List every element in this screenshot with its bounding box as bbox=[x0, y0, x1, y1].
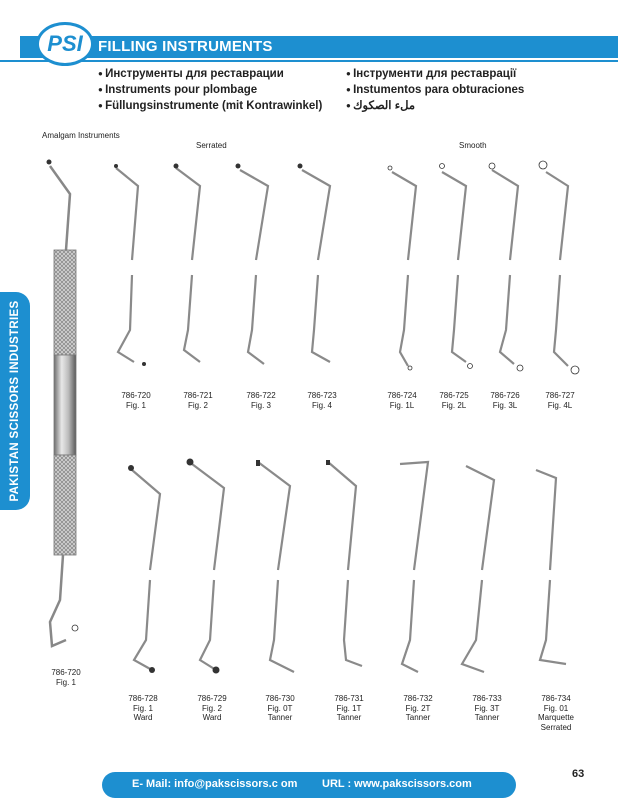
figure-label: Fig. 3T bbox=[474, 703, 500, 713]
instrument-type: Tanner bbox=[267, 713, 293, 722]
product-code: 786-727 bbox=[545, 391, 575, 400]
instrument-label bbox=[182, 694, 242, 723]
instrument-label bbox=[388, 694, 448, 723]
amalgam-instrument bbox=[47, 160, 79, 647]
product-code: 786-729 bbox=[197, 694, 227, 703]
instrument-type: Tanner bbox=[474, 713, 500, 722]
bottom-row-instruments bbox=[132, 462, 566, 672]
instrument-label bbox=[231, 391, 291, 410]
product-code: 786-725 bbox=[439, 391, 469, 400]
figure-label: Fig. 2 bbox=[201, 703, 222, 713]
figure-label: Fig. 1 bbox=[125, 400, 146, 410]
figure-label: Fig. 4 bbox=[311, 400, 332, 410]
instrument-label bbox=[319, 694, 379, 723]
product-code: 786-720 bbox=[51, 668, 81, 677]
instrument-label bbox=[36, 668, 96, 687]
instrument-label bbox=[106, 391, 166, 410]
top-row-tips bbox=[114, 164, 303, 367]
figure-label: Fig. 3L bbox=[492, 400, 518, 410]
instrument-label bbox=[292, 391, 352, 410]
figure-label: Fig. 0T bbox=[267, 703, 293, 713]
product-code: 786-730 bbox=[265, 694, 295, 703]
instrument-label bbox=[168, 391, 228, 410]
section-smooth-label: Smooth bbox=[459, 141, 487, 150]
figure-label: Fig. 4L bbox=[547, 400, 573, 410]
top-row-instruments bbox=[116, 168, 568, 366]
product-code: 786-726 bbox=[490, 391, 520, 400]
instrument-type: Marquette bbox=[537, 713, 575, 722]
language-item: ● ملء الصكوك bbox=[346, 98, 524, 114]
figure-label: Fig. 1T bbox=[336, 703, 362, 713]
instrument-label bbox=[372, 391, 432, 410]
product-code: 786-720 bbox=[121, 391, 151, 400]
figure-label: Fig. 2 bbox=[187, 400, 208, 410]
product-code: 786-733 bbox=[472, 694, 502, 703]
language-item: ● Instruments pour plombage bbox=[98, 82, 322, 98]
instrument-type: Ward bbox=[202, 713, 222, 722]
instrument-type: Tanner bbox=[405, 713, 431, 722]
page-title: FILLING INSTRUMENTS bbox=[98, 38, 273, 55]
instrument-label bbox=[526, 694, 586, 732]
figure-label: Fig. 01 bbox=[543, 703, 569, 713]
instrument-finish: Serrated bbox=[540, 722, 572, 732]
language-item: ● Füllungsinstrumente (mit Kontrawinkel) bbox=[98, 98, 322, 114]
instrument-label bbox=[113, 694, 173, 723]
page-number: 63 bbox=[572, 768, 585, 780]
bottom-row-tips bbox=[128, 459, 330, 674]
instrument-label bbox=[250, 694, 310, 723]
instrument-label bbox=[475, 391, 535, 410]
side-label: PAKISTAN SCISSORS INDUSTRIES bbox=[9, 300, 21, 502]
product-code: 786-731 bbox=[334, 694, 364, 703]
instrument-label bbox=[457, 694, 517, 723]
figure-label: Fig. 1L bbox=[389, 400, 415, 410]
figure-label: Fig. 1 bbox=[132, 703, 153, 713]
footer-url[interactable]: URL : www.pakscissors.com bbox=[322, 778, 472, 790]
product-code: 786-732 bbox=[403, 694, 433, 703]
language-item: ● Инструменты для реставрации bbox=[98, 66, 322, 82]
product-code: 786-723 bbox=[307, 391, 337, 400]
product-code: 786-734 bbox=[541, 694, 571, 703]
product-code: 786-722 bbox=[246, 391, 276, 400]
company-logo: PSI bbox=[36, 22, 94, 66]
product-code: 786-724 bbox=[387, 391, 417, 400]
instrument-label bbox=[530, 391, 590, 410]
footer-email[interactable]: E- Mail: info@pakscissors.c om bbox=[132, 778, 298, 790]
section-serrated-label: Serrated bbox=[196, 141, 227, 150]
product-code: 786-728 bbox=[128, 694, 158, 703]
figure-label: Fig. 2L bbox=[441, 400, 467, 410]
language-item: ● Instumentos para obturaciones bbox=[346, 82, 524, 98]
product-code: 786-721 bbox=[183, 391, 213, 400]
figure-label: Fig. 3 bbox=[250, 400, 271, 410]
instrument-type: Ward bbox=[133, 713, 153, 722]
section-amalgam-label: Amalgam Instruments bbox=[42, 131, 120, 140]
top-row-open-tips bbox=[388, 161, 579, 374]
figure-label: Fig. 2T bbox=[405, 703, 431, 713]
language-item: ● Інструменти для реставрації bbox=[346, 66, 524, 82]
figure-label: Fig. 1 bbox=[55, 677, 76, 687]
instrument-type: Tanner bbox=[336, 713, 362, 722]
